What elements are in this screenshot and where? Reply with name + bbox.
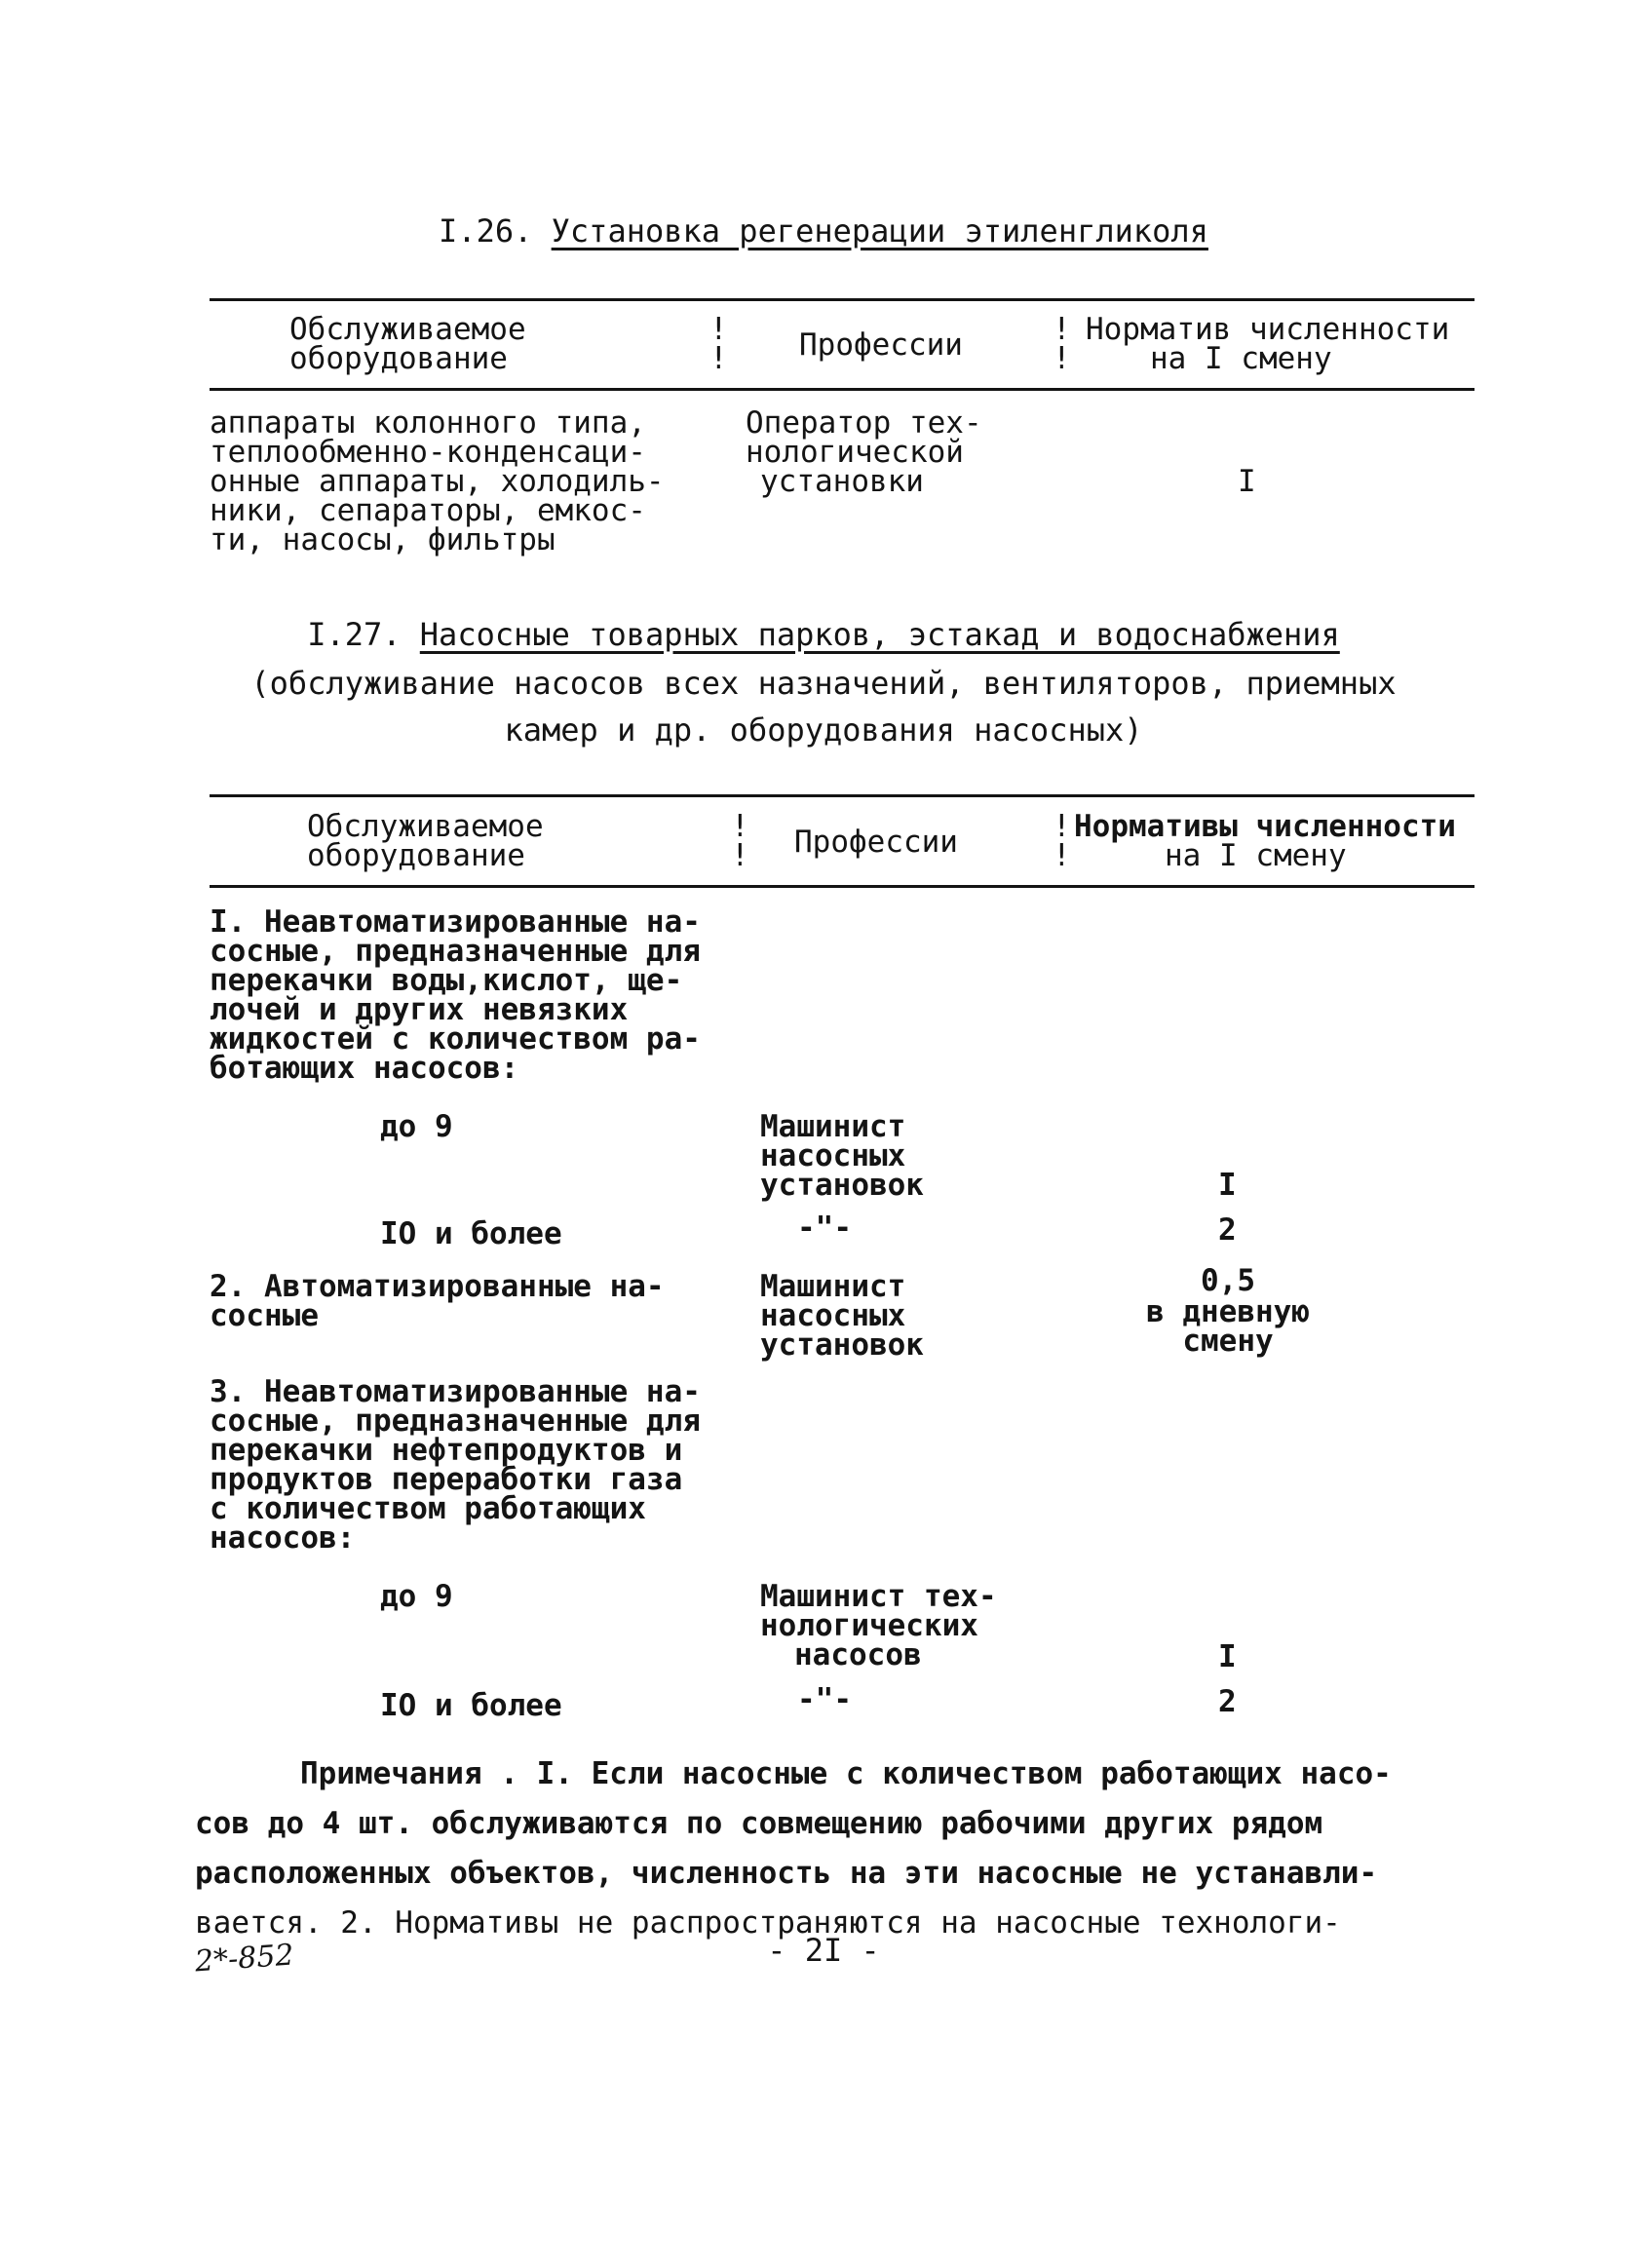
- table-rule-top: [210, 794, 1475, 797]
- group1-text-line: ботающих насосов:: [210, 1051, 519, 1086]
- column-separator: !: [731, 838, 749, 873]
- section-title-1-26: [0, 212, 1647, 250]
- equipment-line: ники, сепараторы, емкос-: [210, 493, 646, 528]
- group1-row-a-label: до 9: [380, 1109, 453, 1144]
- section-title-text: Установка регенерации этиленгликоля: [551, 212, 1208, 250]
- group1-text-line: перекачки воды,кислот, ще-: [210, 963, 683, 998]
- header-norm-line1: Нормативы численности: [1074, 809, 1456, 844]
- equipment-line: теплообменно-конденсаци-: [210, 435, 646, 470]
- header-equipment-line2: оборудование: [289, 341, 508, 376]
- group1-text-line: лочей и других невязких: [210, 992, 629, 1027]
- norm-value: 2: [1218, 1212, 1237, 1248]
- profession-line: установок: [760, 1168, 924, 1203]
- section-number: I.26.: [439, 212, 533, 250]
- header-norm-line2: на I смену: [1165, 838, 1347, 873]
- header-profession: Профессии: [799, 327, 963, 363]
- header-equipment-line1: Обслуживаемое: [307, 809, 544, 844]
- group3-text-line: перекачки нефтепродуктов и: [210, 1433, 683, 1468]
- group2-text-line: 2. Автоматизированные на-: [210, 1269, 665, 1304]
- column-separator: !: [731, 809, 749, 844]
- group3-text-line: продуктов переработки газа: [210, 1462, 683, 1497]
- profession-line: установки: [760, 464, 924, 499]
- group1-text-line: сосные, предназначенные для: [210, 934, 701, 969]
- note-line: расположенных объектов, численность на эти насосные не устанавли-: [195, 1856, 1378, 1891]
- equipment-line: аппараты колонного типа,: [210, 405, 646, 441]
- profession-line: установок: [760, 1327, 924, 1363]
- profession-line: насосных: [760, 1138, 906, 1173]
- profession-line: нологической: [746, 435, 964, 470]
- header-equipment-line2: оборудование: [307, 838, 525, 873]
- group1-text-line: I. Неавтоматизированные на-: [210, 904, 701, 940]
- profession-line: Машинист: [760, 1269, 906, 1304]
- group1-row-b-label: IO и более: [380, 1216, 562, 1251]
- profession-line: Машинист: [760, 1109, 906, 1144]
- header-norm-line2: на I смену: [1150, 341, 1332, 376]
- column-separator: !: [1053, 809, 1071, 844]
- section-title-1-27: [0, 616, 1647, 653]
- norm-value: I: [1238, 464, 1256, 499]
- ditto-mark: -"-: [797, 1682, 852, 1717]
- column-separator: !: [1053, 312, 1071, 347]
- norm-value: 0,5: [1201, 1263, 1255, 1298]
- profession-line: насосов: [794, 1637, 922, 1672]
- header-profession: Профессии: [794, 825, 958, 860]
- group3-text-line: 3. Неавтоматизированные на-: [210, 1374, 701, 1409]
- norm-value: I: [1218, 1639, 1237, 1674]
- group3-text-line: сосные, предназначенные для: [210, 1403, 701, 1439]
- table-rule-header: [210, 885, 1475, 888]
- column-separator: !: [1053, 838, 1071, 873]
- note-line: вается. 2. Нормативы не распространяются на насосные технологи-: [195, 1905, 1341, 1941]
- equipment-line: ти, насосы, фильтры: [210, 522, 555, 557]
- table-rule-top: [210, 298, 1475, 301]
- group2-text-line: сосные: [210, 1298, 319, 1333]
- profession-line: Оператор тех-: [746, 405, 982, 441]
- group3-text-line: с количеством работающих: [210, 1491, 646, 1526]
- norm-value: 2: [1218, 1684, 1237, 1719]
- profession-line: нологических: [760, 1608, 978, 1643]
- group3-text-line: насосов:: [210, 1520, 356, 1556]
- note-line: Примечания . I. Если насосные с количеством работающих насо-: [300, 1756, 1392, 1791]
- profession-line: Машинист тех-: [760, 1579, 997, 1614]
- column-separator: !: [709, 312, 728, 347]
- norm-note-line: в дневную: [1146, 1294, 1310, 1329]
- column-separator: !: [1053, 341, 1071, 376]
- profession-line: насосных: [760, 1298, 906, 1333]
- ditto-mark: -"-: [797, 1211, 852, 1246]
- table-rule-header: [210, 388, 1475, 391]
- note-line: сов до 4 шт. обслуживаются по совмещению рабочими других рядом: [195, 1806, 1323, 1841]
- group3-row-a-label: до 9: [380, 1579, 453, 1614]
- group1-text-line: жидкостей с количеством ра-: [210, 1021, 701, 1057]
- section-subtitle-line2: камер и др. оборудования насосных): [504, 711, 1143, 749]
- section-number: I.27.: [307, 616, 402, 653]
- header-norm-line1: Норматив численности: [1086, 312, 1450, 347]
- handwritten-mark: 2*-852: [193, 1938, 295, 1980]
- norm-value: I: [1218, 1168, 1237, 1203]
- page-number: - 2I -: [767, 1932, 880, 1969]
- column-separator: !: [709, 341, 728, 376]
- norm-note-line: смену: [1182, 1324, 1274, 1359]
- section-title-text: Насосные товарных парков, эстакад и водоснабжения: [419, 616, 1340, 653]
- section-subtitle-line1: (обслуживание насосов всех назначений, вентиляторов, приемных: [250, 665, 1397, 702]
- group3-row-b-label: IO и более: [380, 1688, 562, 1723]
- equipment-line: онные аппараты, холодиль-: [210, 464, 665, 499]
- header-equipment-line1: Обслуживаемое: [289, 312, 526, 347]
